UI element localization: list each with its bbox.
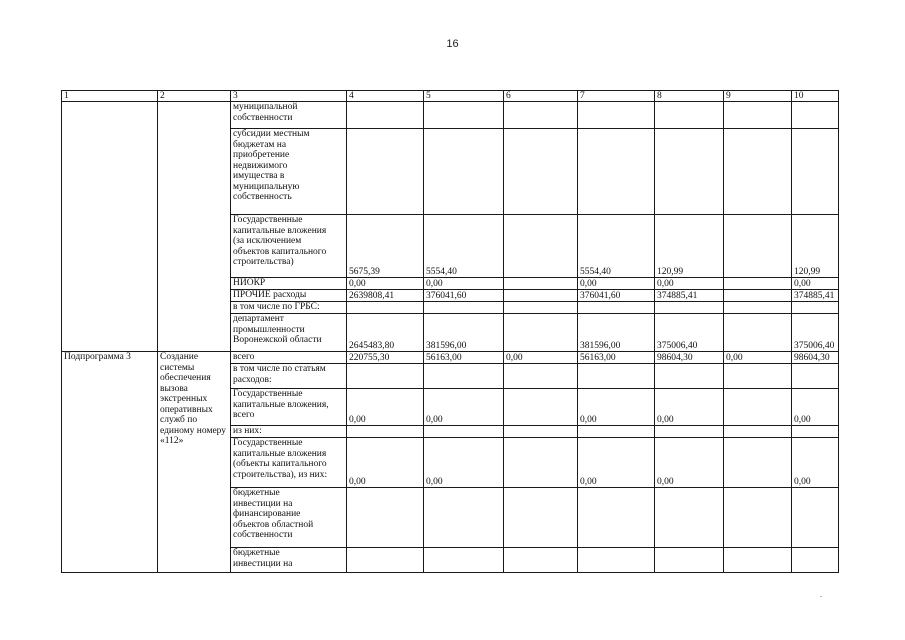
- value-cell: [424, 129, 504, 215]
- value-cell: [424, 102, 504, 129]
- value-cell: 381596,00: [578, 314, 655, 352]
- value-cell: [792, 426, 839, 438]
- value-cell: 0,00: [424, 278, 504, 290]
- header-cell: 10: [792, 91, 839, 102]
- subprogram-title: Создание системы обеспечения вызова экстренных оперативных служб по единому номеру «112»: [158, 352, 231, 573]
- value-cell: [347, 426, 424, 438]
- value-cell: 0,00: [578, 278, 655, 290]
- value-cell: [655, 488, 724, 548]
- value-cell: [504, 290, 578, 302]
- value-cell: [504, 438, 578, 488]
- value-cell: [655, 129, 724, 215]
- header-cell: 6: [504, 91, 578, 102]
- value-cell: [792, 302, 839, 314]
- value-cell: 56163,00: [424, 352, 504, 364]
- expense-item: всего: [231, 352, 347, 364]
- value-cell: 374885,41: [655, 290, 724, 302]
- value-cell: [655, 426, 724, 438]
- value-cell: 2645483,80: [347, 314, 424, 352]
- header-cell: 3: [231, 91, 347, 102]
- value-cell: [504, 129, 578, 215]
- value-cell: 0,00: [655, 278, 724, 290]
- expense-item: Государственные капитальные вложения (объекты капитального строительства), из них:: [231, 438, 347, 488]
- value-cell: [724, 548, 792, 573]
- value-cell: [578, 129, 655, 215]
- value-cell: 0,00: [424, 438, 504, 488]
- prev-program-cell: [62, 102, 158, 352]
- value-cell: [504, 278, 578, 290]
- expense-item: ПРОЧИЕ расходы: [231, 290, 347, 302]
- value-cell: 0,00: [504, 352, 578, 364]
- value-cell: [724, 426, 792, 438]
- value-cell: 376041,60: [578, 290, 655, 302]
- subprogram-name: Подпрограмма 3: [62, 352, 158, 573]
- value-cell: [792, 129, 839, 215]
- value-cell: 376041,60: [424, 290, 504, 302]
- value-cell: 375006,40: [655, 314, 724, 352]
- value-cell: 0,00: [792, 278, 839, 290]
- value-cell: [424, 364, 504, 389]
- value-cell: [724, 102, 792, 129]
- expense-item: департамент промышленности Воронежской области: [231, 314, 347, 352]
- header-cell: 7: [578, 91, 655, 102]
- value-cell: [424, 426, 504, 438]
- value-cell: [792, 488, 839, 548]
- value-cell: [578, 488, 655, 548]
- value-cell: [792, 548, 839, 573]
- header-row: [62, 91, 839, 102]
- value-cell: [504, 215, 578, 278]
- value-cell: [792, 102, 839, 129]
- header-cell: 1: [62, 91, 158, 102]
- value-cell: 5675,39: [347, 215, 424, 278]
- budget-table: [61, 90, 839, 573]
- expense-item: в том числе по ГРБС:: [231, 302, 347, 314]
- value-cell: 0,00: [724, 352, 792, 364]
- header-cell: 8: [655, 91, 724, 102]
- value-cell: [347, 102, 424, 129]
- scan-speck: [820, 596, 822, 597]
- value-cell: 0,00: [578, 389, 655, 426]
- value-cell: 375006,40: [792, 314, 839, 352]
- value-cell: 98604,30: [655, 352, 724, 364]
- table-row: [62, 352, 839, 364]
- value-cell: [504, 314, 578, 352]
- value-cell: [724, 290, 792, 302]
- value-cell: [578, 548, 655, 573]
- prev-title-cell: [158, 102, 231, 352]
- value-cell: [578, 364, 655, 389]
- value-cell: [724, 364, 792, 389]
- value-cell: 220755,30: [347, 352, 424, 364]
- value-cell: [504, 548, 578, 573]
- expense-item: Государственные капитальные вложения (за исключением объектов капитального строительства): [231, 215, 347, 278]
- value-cell: 0,00: [792, 438, 839, 488]
- expense-item: в том числе по статьям расходов:: [231, 364, 347, 389]
- value-cell: 2639808,41: [347, 290, 424, 302]
- value-cell: 5554,40: [424, 215, 504, 278]
- expense-item: бюджетные инвестиции на: [231, 548, 347, 573]
- value-cell: [424, 302, 504, 314]
- value-cell: [655, 364, 724, 389]
- value-cell: [792, 364, 839, 389]
- value-cell: [724, 129, 792, 215]
- expense-item: муниципальной собственности: [231, 102, 347, 129]
- page-number: 16: [446, 38, 459, 50]
- value-cell: 374885,41: [792, 290, 839, 302]
- value-cell: [347, 488, 424, 548]
- header-cell: 9: [724, 91, 792, 102]
- value-cell: [504, 389, 578, 426]
- value-cell: 0,00: [655, 438, 724, 488]
- value-cell: 0,00: [655, 389, 724, 426]
- value-cell: [724, 302, 792, 314]
- expense-item: НИОКР: [231, 278, 347, 290]
- expense-item: из них:: [231, 426, 347, 438]
- expense-item: субсидии местным бюджетам на приобретение недвижимого имущества в муниципальную собственность: [231, 129, 347, 215]
- value-cell: [724, 278, 792, 290]
- header-cell: 5: [424, 91, 504, 102]
- value-cell: 120,99: [655, 215, 724, 278]
- value-cell: [655, 302, 724, 314]
- value-cell: 120,99: [792, 215, 839, 278]
- value-cell: [347, 302, 424, 314]
- value-cell: [347, 548, 424, 573]
- value-cell: [504, 426, 578, 438]
- header-cell: 2: [158, 91, 231, 102]
- value-cell: [424, 548, 504, 573]
- value-cell: 5554,40: [578, 215, 655, 278]
- value-cell: [424, 488, 504, 548]
- table-row: [62, 102, 839, 129]
- value-cell: [504, 302, 578, 314]
- value-cell: 0,00: [347, 389, 424, 426]
- value-cell: [724, 389, 792, 426]
- value-cell: 0,00: [347, 438, 424, 488]
- value-cell: [578, 426, 655, 438]
- header-cell: 4: [347, 91, 424, 102]
- value-cell: [347, 364, 424, 389]
- value-cell: [655, 102, 724, 129]
- value-cell: [504, 102, 578, 129]
- value-cell: [578, 102, 655, 129]
- value-cell: 56163,00: [578, 352, 655, 364]
- value-cell: 98604,30: [792, 352, 839, 364]
- value-cell: 0,00: [347, 278, 424, 290]
- value-cell: [724, 314, 792, 352]
- expense-item: бюджетные инвестиции на финансирование объектов областной собственности: [231, 488, 347, 548]
- value-cell: 0,00: [424, 389, 504, 426]
- value-cell: [655, 548, 724, 573]
- expense-item: Государственные капитальные вложения, всего: [231, 389, 347, 426]
- value-cell: 381596,00: [424, 314, 504, 352]
- value-cell: 0,00: [792, 389, 839, 426]
- value-cell: [578, 302, 655, 314]
- value-cell: 0,00: [578, 438, 655, 488]
- value-cell: [724, 488, 792, 548]
- value-cell: [724, 215, 792, 278]
- value-cell: [724, 438, 792, 488]
- value-cell: [347, 129, 424, 215]
- value-cell: [504, 364, 578, 389]
- value-cell: [504, 488, 578, 548]
